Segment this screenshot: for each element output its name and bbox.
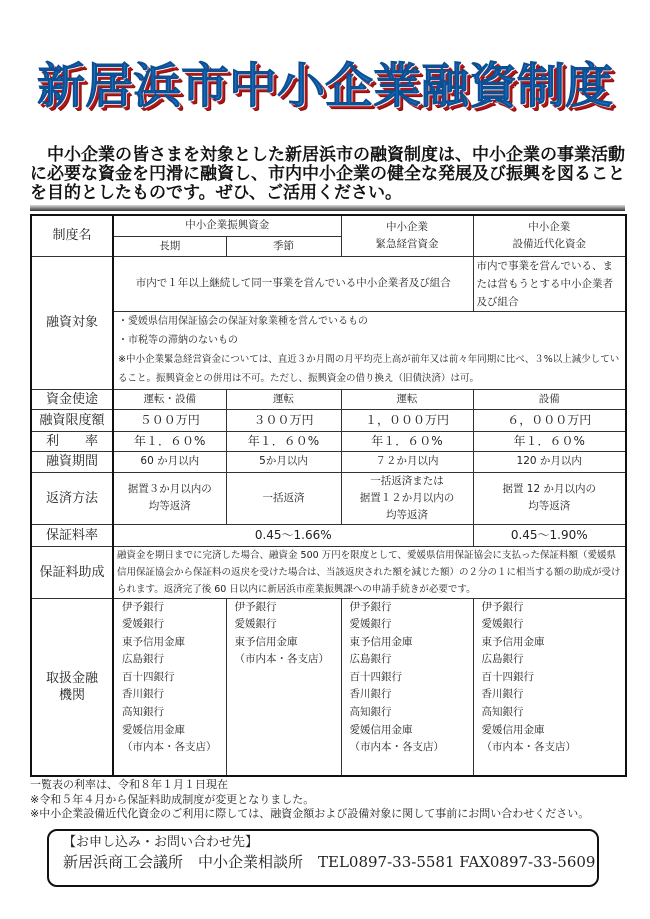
- header-col3: 中小企業 緊急経営資金: [341, 215, 473, 256]
- row-value: 60 か月以内: [113, 451, 226, 472]
- bank-item: 愛媛信用金庫: [122, 723, 185, 736]
- bank-item: 愛媛信用金庫: [481, 723, 545, 736]
- row-value: 年１．６０%: [473, 431, 626, 451]
- bank-item: 伊予銀行: [349, 600, 392, 613]
- bank-item: 広島銀行: [481, 653, 524, 666]
- header-group1: 中小企業振興資金: [113, 215, 341, 236]
- row-value: 設備: [473, 389, 626, 409]
- banks-label: 取扱金融 機関: [31, 598, 113, 776]
- banks-col2: [226, 598, 341, 776]
- bank-item: 東予信用金庫: [349, 635, 413, 648]
- bank-item: 百十四銀行: [122, 670, 175, 683]
- row-label: 融資限度額: [31, 409, 113, 431]
- row-value: 一括返済または 据置１２か月以内の 均等返済: [341, 472, 473, 524]
- header-col4: 中小企業 設備近代化資金: [473, 215, 626, 256]
- row-value: 年１．６０%: [113, 431, 226, 451]
- bank-item: 東予信用金庫: [481, 635, 545, 648]
- bank-item: （市内本・各支店）: [122, 741, 217, 754]
- header-label: 制度名: [31, 215, 113, 256]
- bank-item: 百十四銀行: [349, 670, 402, 683]
- row-label: 利 率: [31, 431, 113, 451]
- note-inquiry: ※中小企業設備近代化資金のご利用に際しては、融資金額および設備対象に関して事前にお問い合わせください。: [30, 807, 590, 820]
- divider: [30, 205, 625, 211]
- bank-item: 広島銀行: [122, 653, 164, 666]
- bank-item: （市内本・各支店）: [349, 741, 444, 754]
- note-change: ※令和５年４月から保証料助成制度が変更となりました。: [30, 792, 315, 806]
- table-row: [31, 389, 626, 409]
- bank-item: 愛媛信用金庫: [349, 723, 413, 736]
- row-value: 運転: [226, 389, 341, 409]
- target-conditions: ・愛媛県信用保証協会の保証対象業種を営んでいるもの ・市税等の滞納のないもの ※中小企業緊急経営資金については、直近３か月間の月平均売上高が前年又は前々年同期に比べ、３%以上減少していること。振興資金との併用は不可。ただし、振興資金の借り換え（旧債決済）は可。: [113, 311, 626, 389]
- header-sub1: 長期: [113, 236, 226, 256]
- bank-item: 愛媛銀行: [234, 618, 277, 631]
- bank-item: 高知銀行: [122, 706, 164, 719]
- row-value: 年１．６０%: [226, 431, 341, 451]
- bank-item: 愛媛銀行: [481, 618, 524, 631]
- contact-box: [47, 829, 599, 887]
- table-row: [31, 409, 626, 431]
- loan-table: [30, 214, 627, 777]
- bank-item: 香川銀行: [481, 688, 524, 701]
- page-title: 新居浜市中小企業融資制度: [36, 58, 613, 114]
- contact-heading: 【お申し込み・お問い合わせ先】: [63, 834, 259, 850]
- bank-item: 広島銀行: [349, 653, 392, 666]
- row-label: 返済方法: [31, 472, 113, 524]
- row-value: 運転: [341, 389, 473, 409]
- bank-item: 東予信用金庫: [234, 635, 298, 648]
- main-content: [30, 205, 625, 887]
- row-label: 融資期間: [31, 451, 113, 472]
- row-value: １，０００万円: [341, 409, 473, 431]
- bank-item: 百十四銀行: [481, 670, 534, 683]
- row-value: 120 か月以内: [473, 451, 626, 472]
- table-row: [31, 431, 626, 451]
- row-value: ７２か月以内: [341, 451, 473, 472]
- bank-item: 高知銀行: [481, 706, 524, 719]
- bank-item: 香川銀行: [349, 688, 392, 701]
- bank-item: 伊予銀行: [234, 600, 277, 613]
- subsidy-text: 融資金を期日までに完済した場合、融資金 500 万円を限度として、愛媛県信用保証協会に支払った保証料額（愛媛県信用保証協会から保証料の返戻を受けた場合は、当該返戻された額を減じた額）の２分の１に相当する額の助成が受けられます。返済完了後 60 日以内に新居浜市産業振興課への申請手続きが必要です。: [113, 546, 626, 598]
- row-value: ３００万円: [226, 409, 341, 431]
- row-value: 据置３か月以内の 均等返済: [113, 472, 226, 524]
- banks-col3: [341, 598, 473, 776]
- row-value: 据置 12 か月以内の 均等返済: [473, 472, 626, 524]
- bank-item: 高知銀行: [349, 706, 392, 719]
- target-main: 市内で１年以上継続して同一事業を営んでいる中小企業者及び組合: [113, 256, 473, 311]
- guarantee-rate-label: 保証料率: [31, 524, 113, 546]
- subsidy-label: 保証料助成: [31, 546, 113, 598]
- target-col4: 市内で事業を営んでいる、または営もうとする中小企業者及び組合: [473, 256, 626, 311]
- bank-item: 愛媛銀行: [122, 618, 164, 631]
- guarantee-rate-main: 0.45～1.66%: [113, 524, 473, 546]
- note-rate-date: 一覧表の利率は、令和８年１月１日現在: [30, 778, 228, 791]
- row-label: 資金使途: [31, 389, 113, 409]
- intro-text: 中小企業の皆さまを対象とした新居浜市の融資制度は、中小企業の事業活動に必要な資金を円滑に融資し、市内中小企業の健全な発展及び振興を図ることを目的としたものです。ぜひ、ご活用ください。: [30, 145, 625, 203]
- bank-item: 伊予銀行: [122, 600, 164, 613]
- header-sub2: 季節: [226, 236, 341, 256]
- notes: [30, 778, 625, 822]
- target-label: 融資対象: [31, 256, 113, 389]
- row-value: 一括返済: [226, 472, 341, 524]
- contact-body: 新居浜商工会議所 中小企業相談所 TEL0897-33-5581 FAX0897-33-5609: [63, 852, 596, 871]
- row-value: 年１．６０%: [341, 431, 473, 451]
- bank-item: （市内本・各支店）: [234, 653, 329, 666]
- bank-item: 東予信用金庫: [122, 635, 185, 648]
- bank-item: 香川銀行: [122, 688, 164, 701]
- guarantee-rate-col4: 0.45～1.90%: [473, 524, 626, 546]
- table-row: [31, 451, 626, 472]
- bank-item: （市内本・各支店）: [481, 741, 576, 754]
- row-value: 5か月以内: [226, 451, 341, 472]
- banks-col1: [113, 598, 226, 776]
- row-value: ５００万円: [113, 409, 226, 431]
- row-value: ６，０００万円: [473, 409, 626, 431]
- bank-item: 伊予銀行: [481, 600, 524, 613]
- bank-item: 愛媛銀行: [349, 618, 392, 631]
- row-value: 運転・設備: [113, 389, 226, 409]
- banks-col4: [473, 598, 626, 776]
- table-row: [31, 472, 626, 524]
